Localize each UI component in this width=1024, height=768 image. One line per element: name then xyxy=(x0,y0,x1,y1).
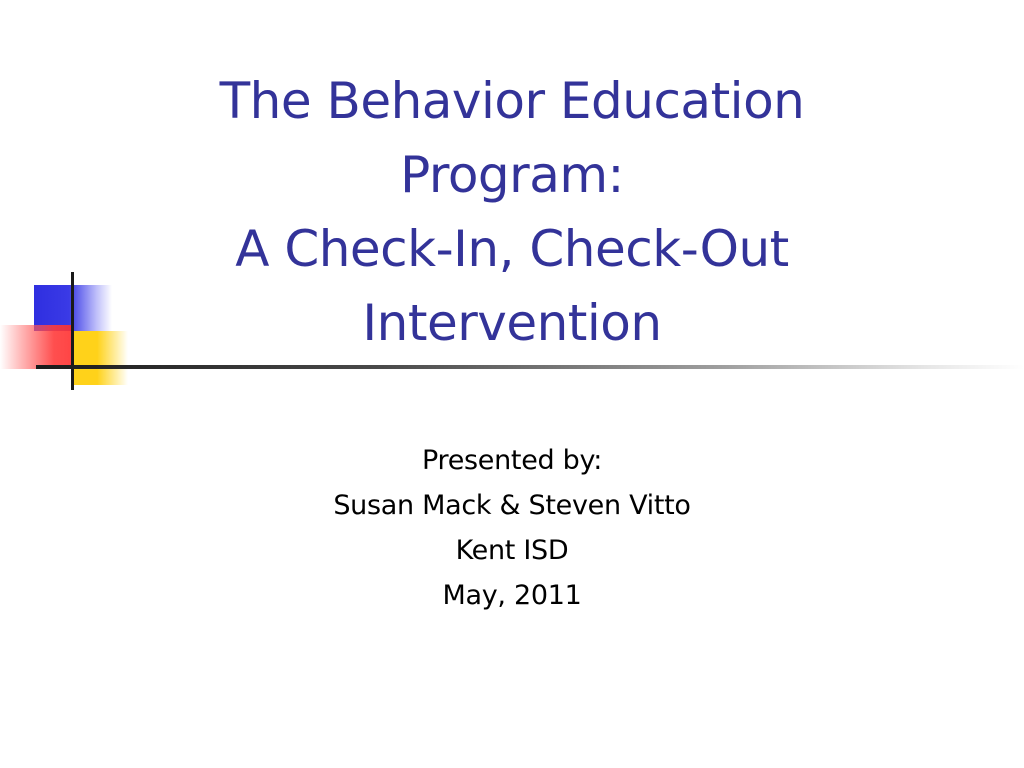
slide-subtitle xyxy=(200,438,824,618)
decorative-red-square xyxy=(0,325,72,369)
slide-title-line: The Behavior Education xyxy=(219,72,805,130)
presentation-date: May, 2011 xyxy=(442,580,582,611)
decorative-yellow-square xyxy=(72,331,128,385)
presented-by-label: Presented by: xyxy=(422,445,602,476)
organization-name: Kent ISD xyxy=(455,535,569,566)
slide-title-line: Program: xyxy=(400,146,624,204)
slide-title xyxy=(140,64,884,360)
slide-title-line: A Check-In, Check-Out xyxy=(235,220,789,278)
decorative-vertical-line xyxy=(71,272,74,390)
presenter-names: Susan Mack & Steven Vitto xyxy=(333,490,691,521)
title-divider-line xyxy=(36,365,1024,369)
slide-title-line: Intervention xyxy=(362,294,662,352)
